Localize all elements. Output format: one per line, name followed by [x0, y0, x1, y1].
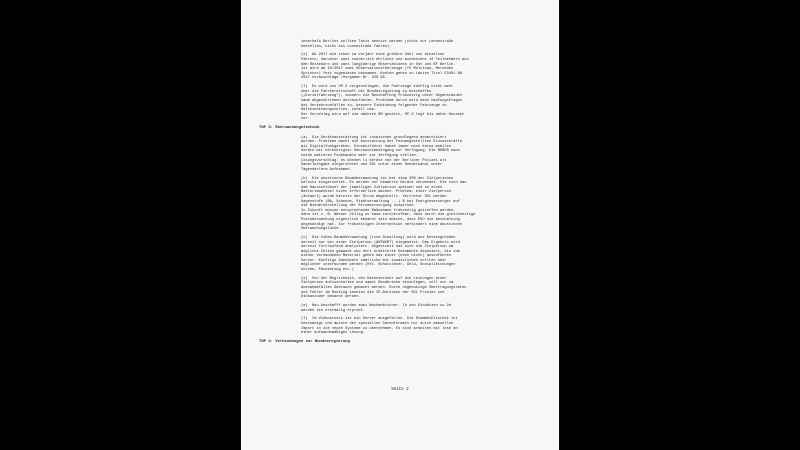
paragraph-line: Batteriewechsel nicht erforderlich machen. Problem: einer Zielperson — [301, 190, 452, 195]
paragraph-line: (e) Ab 2017 wie schon im vorjahr eine größere Zahl von einzelnen — [301, 53, 445, 58]
page-number: Seite 2 — [391, 388, 409, 392]
paragraph-line: werden sie erstmalig erprobt. — [301, 308, 365, 313]
paragraph-line: 2017 vorauschläge /Vorgaben Nr. 320 95. — [301, 76, 388, 81]
paragraph-line: die Wiederherstellung der Stromversorgung hinwirken. — [301, 204, 416, 209]
paragraph-line: Ausnahmefällen Gebrauch gemacht werden. Durch ungenutzige Übertragungsraten — [301, 286, 467, 291]
paragraph-line: möglicher unterbunden werden (Kfz. Schutzleser, Geld, Sozialleistungen — [301, 263, 456, 268]
paragraph-line: über die Fahrbereitschaft der Bundesregierung zu beschaffen — [301, 89, 432, 94]
section-heading-top3: TOP 3: Überwachungstechnik — [259, 126, 320, 131]
paragraph — [301, 40, 547, 49]
paragraph-line: Lösungsvorschlag: es können li Geräte von der Berliner Polizei als — [301, 158, 447, 163]
paragraph-line: (e) Neu beschafft wurden zwei Wochenbrücher. In den Einsätzen zu 2e — [301, 304, 452, 308]
paragraph-line: Tagenderlerm Aufnahmen. — [301, 167, 352, 172]
paragraph-line: (c) Die Video-Raumüberwachung (Live-Schaltung) wird aus Kostengründen — [301, 235, 456, 240]
intro-section — [259, 40, 547, 122]
paragraph-line: Überwachungslücke. — [301, 227, 341, 232]
paragraph-line: bestellen, nicht bis Lonnestraße fahren). — [301, 44, 392, 49]
paragraph-line: vor. — [301, 117, 310, 122]
paragraph — [301, 304, 547, 313]
paragraph — [301, 277, 547, 300]
paragraph-line: Hinkaszuder bekannt werden. — [301, 295, 361, 300]
paragraph-line: beschädigt und musste des speziellen Datenformats nur durch manuellen — [301, 321, 454, 326]
paragraph-line: keine weiteren Funkkanäle mehr zur Verfügung stellen. — [301, 154, 418, 159]
paragraph-line: kaum abgeschrieben durchzuführen. Probleme durch wird dann häufungsfragen — [301, 98, 463, 103]
paragraph-line: bei Verkehrsunfällen zu, bessere Einbindung folgender Fahrzeuge in — [301, 103, 447, 108]
paragraph-line: (d) Von der Möglichkeit, den Datenverkehr auf die Leitungen einer — [301, 276, 447, 281]
paragraph-line: worden. Probleme macht die Ausstattung der Fesnangestellten Einsatzkräfte — [301, 140, 463, 145]
paragraph-line: Fahrern, darunter zwei sonderlich ehrliche und mindestens 10 Teilnehmern aus — [301, 57, 469, 62]
paragraph-line: angekündigt hat. Zur frühzeitigen Intervention verhindert eine akustische — [301, 222, 463, 227]
paragraph — [301, 136, 547, 173]
paragraph-line: innerhalb Berlins sollten Taxis benutzt werden (nicht zur Lonnestraße — [301, 40, 454, 44]
paragraph-line: (f) Im Videostudio ist ein Server ausgefallen. Die Stammbibliothek ist — [301, 317, 458, 322]
paragraph-line: Geräte mit berechtigter Gebrauchsbedingung zur Verfügung. Die BDBOS kann — [301, 149, 460, 154]
paragraph-line: (a) Die Geräteausstattung ist inzwischen grundlegend modernisiert — [301, 135, 447, 140]
paragraph-line: und Fehler im Routing konnten die IP-Adressen der SSL Proxies und — [301, 290, 445, 295]
paragraph-line: Halteinbindungstellen, zufall usw. — [301, 108, 377, 113]
paragraph — [301, 317, 547, 335]
paragraph-line: Postüberwachung eigentlich bekannt sein müsste, dass EVU die Abschaltung — [301, 217, 460, 222]
paragraph-line: Gegenstufe (BA, Scheune, Stadtverwaltung ...) B bei Energieversorger auf — [301, 199, 460, 204]
paragraph-line: denn ist z. B. Wasser völlig zu kaum zurückrufbar, dass durch die gleichzeitige — [301, 213, 476, 218]
paragraph-line: mit Digitalfunkgeräten. Einsatzführer haben immer noch keine mobilen — [301, 144, 452, 149]
paragraph-line: derzeit fortlaufend analysiert. Angesichts hat sich die Zielperson um — [301, 245, 454, 250]
paragraph-line: kürzen, Passentzug etc.) — [301, 268, 354, 273]
paragraph-line: Sprinter) fest zugewiesen bekommen. Kosten gehen zu Lasten Titel 53401 BA — [301, 71, 463, 76]
paragraph-line: dem Reisebüro und zwei langjährige Observationen in Ost und BF Berlin. — [301, 62, 456, 67]
paragraph-line: („Kurierfahrzeug“), sondern die Beschaffung frühzeitig unter Gegenständen — [301, 94, 463, 99]
paragraph — [301, 53, 547, 81]
paragraph-line: (f) Es wird von OP-2 vorgeschlagen, die Fahrzeuge künftig nicht mehr — [301, 85, 454, 90]
section-heading-top4: TOP 4: Verbindungen zur Bundesregierung — [259, 339, 350, 344]
paragraph-line: derzeit nur bei einer Zielperson (ANTWORT) eingesetzt. Das Ergebnis wird — [301, 240, 460, 245]
document-page — [241, 0, 559, 450]
paragraph-line: Zielperson aufzuschalten und damit Randbrecke einzulegen, soll nur im — [301, 281, 454, 286]
paragraph-line: Dauerleihgabe eingerichtet und SSL nutzt einen Sonderkanal unter — [301, 163, 443, 168]
paragraph — [301, 177, 547, 232]
paragraph-line: mögliche Zeiten gewandt und dort ermittelte Dokumente deponiert, die zum — [301, 249, 460, 254]
paragraph-line: bereits eingerichtet. Es werden nur bewährte Geräte verwendet. Die sich das — [301, 181, 467, 186]
paragraph-line: dem Hausschlüssel der jeweiligen Zielperson speisen und so einen — [301, 185, 443, 190]
top3-section — [259, 136, 547, 336]
paragraph-line: hervor. Künftige Zweckbare sämtliche mit zusätzlichen sollten über — [301, 258, 447, 263]
paragraph-line: bisher vorhandenen Material gehen das einer (noch nicht) auszuführen — [301, 254, 452, 259]
paragraph-line: In Zukunft müssen entsprechende Maßnahmen frühzeitig getroffen werden, — [301, 208, 456, 213]
paragraph-line: einer aufwandsmäßigen Lösung. — [301, 331, 365, 336]
paragraph-line: (Antwort) wurde bereits der Strom abgestellt. Vertreter SSL werden — [301, 194, 447, 199]
paragraph — [301, 236, 547, 273]
page-content — [259, 40, 547, 350]
paragraph — [301, 85, 547, 122]
paragraph-line: Import in die neuen Systeme zu übernehmen. Es sind arbeiten mit lose an — [301, 326, 458, 331]
paragraph-line: ist wird ab 10/2017 zwei Observationsfahrzeuge (T5 Multivan, Mercedes — [301, 67, 454, 72]
paragraph-line: (b) Die akustische Raumüberwachung ist bei etwa 25% der Zielpersonen — [301, 176, 454, 181]
paragraph-line: Der Vorschlag wird auf die nächste RM gesetzt, OP-2 legt bis dahin Konzept — [301, 112, 465, 117]
